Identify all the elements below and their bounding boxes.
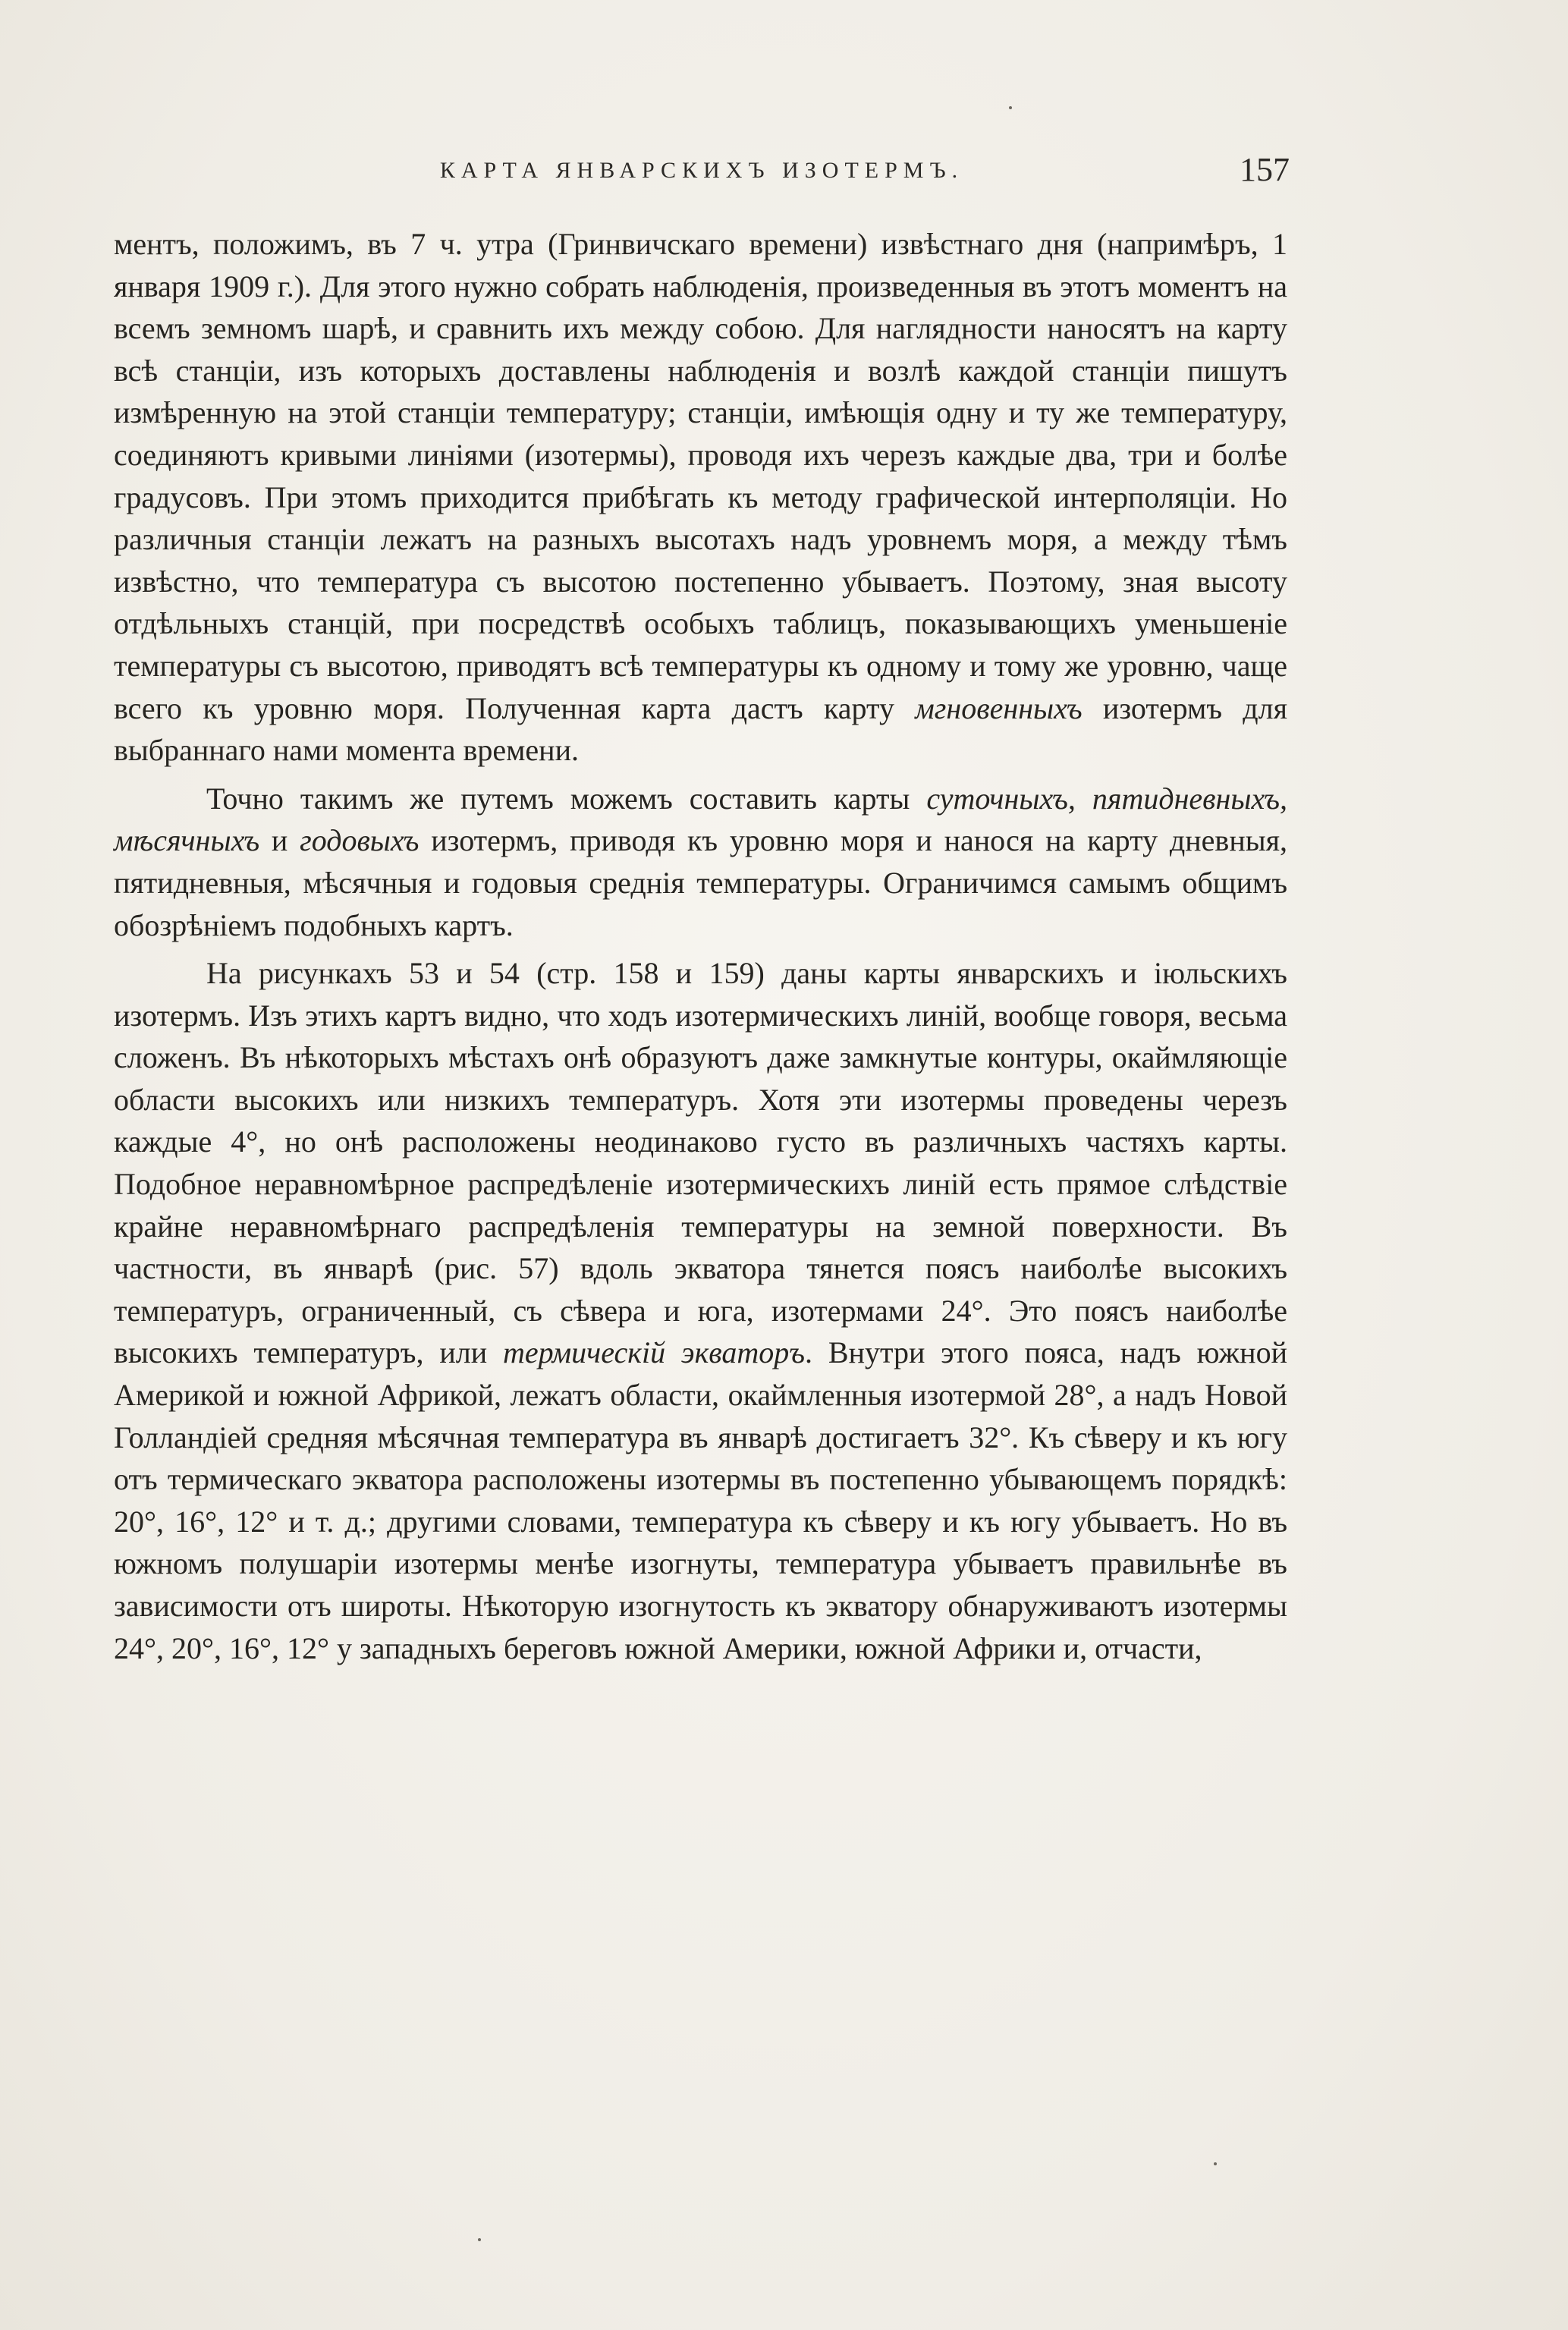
body-text [114, 223, 1287, 1675]
paragraph-1 [114, 223, 1287, 772]
text-segment: Точно такимъ же путемъ можемъ составить карты [206, 781, 927, 816]
italic-term: термическій экваторъ [503, 1335, 806, 1370]
italic-term: мгновенныхъ [915, 690, 1083, 725]
running-title: КАРТА ЯНВАРСКИХЪ ИЗОТЕРМЪ. [439, 158, 964, 183]
text-segment: и [259, 823, 300, 858]
paper-speck [1009, 106, 1012, 109]
italic-term: суточныхъ, пятидневныхъ, мѣсячныхъ [114, 781, 1287, 858]
text-segment: На рисункахъ 53 и 54 (стр. 158 и 159) даны карты январскихъ и іюльскихъ изотермъ. Изъ этихъ картъ видно, что ходъ изотермическихъ линій, вообще говоря, весьма сложенъ. Въ нѣкоторыхъ мѣстахъ онѣ образуютъ даже замкнутые контуры, окаймляющіе области высокихъ или низкихъ температуръ. Хотя эти изотермы проведены черезъ каждые 4°, но онѣ расположены неодинаково густо въ различныхъ частяхъ карты. Подобное неравномѣрное распредѣленіе изотермическихъ линій есть прямое слѣдствіе крайне неравномѣрнаго распредѣленія температуры на земной поверхности. Въ частности, въ январѣ (рис. 57) вдоль экватора тянется поясъ наиболѣе высокихъ температуръ, ограниченный, съ сѣвера и юга, изотермами 24°. Это поясъ наиболѣе высокихъ температуръ, или [114, 956, 1287, 1370]
paragraph-2 [114, 778, 1287, 946]
italic-term: годовыхъ [300, 823, 419, 858]
running-head [114, 150, 1290, 196]
paper-speck [478, 2238, 481, 2241]
paper-speck [1214, 2162, 1217, 2165]
text-segment: . Внутри этого пояса, надъ южной Америкой и южной Африкой, лежатъ области, окаймленныя изотермой 28°, а надъ Новой Голландіей средняя мѣсячная температура въ январѣ достигаетъ 32°. Къ сѣверу и къ югу отъ термическаго экватора расположены изотермы въ постепенно убывающемъ порядкѣ: 20°, 16°, 12° и т. д.; другими словами, температура къ сѣверу и къ югу убываетъ. Но въ южномъ полушаріи изотермы менѣе изогнуты, температура убываетъ правильнѣе въ зависимости отъ широты. Нѣкоторую изогнутость къ экватору обнаруживаютъ изотермы 24°, 20°, 16°, 12° у западныхъ береговъ южной Америки, южной Африки и, отчасти, [114, 1335, 1287, 1665]
text-segment: изотермъ для выбраннаго нами момента времени. [114, 690, 1287, 768]
text-segment: ментъ, положимъ, въ 7 ч. утра (Гринвичскаго времени) извѣстнаго дня (напримѣръ, 1 января 1909 г.). Для этого нужно собрать наблюденія, произведенныя въ этотъ моментъ на всемъ земномъ шарѣ, и сравнить ихъ между собою. Для наглядности наносятъ на карту всѣ станціи, изъ которыхъ доставлены наблюденія и возлѣ каждой станціи пишутъ измѣренную на этой станціи температуру; станціи, имѣющія одну и ту же температуру, соединяютъ кривыми линіями (изотермы), проводя ихъ черезъ каждые два, три и болѣе градусовъ. При этомъ приходится прибѣгать къ методу графической интерполяціи. Но различныя станціи лежатъ на разныхъ высотахъ надъ уровнемъ моря, а между тѣмъ извѣстно, что температура съ высотою постепенно убываетъ. Поэтому, зная высоту отдѣльныхъ станцій, при посредствѣ особыхъ таблицъ, показывающихъ уменьшеніе температуры съ высотою, приводятъ всѣ температуры къ одному и тому же уровню, чаще всего къ уровню моря. Полученная карта дастъ карту [114, 227, 1287, 725]
paragraph-3 [114, 952, 1287, 1669]
page-number: 157 [1240, 151, 1290, 188]
text-segment: изотермъ, приводя къ уровню моря и нанося на карту дневныя, пятидневныя, мѣсячныя и годовыя среднія температуры. Ограничимся самымъ общимъ обозрѣніемъ подобныхъ картъ. [114, 823, 1287, 942]
